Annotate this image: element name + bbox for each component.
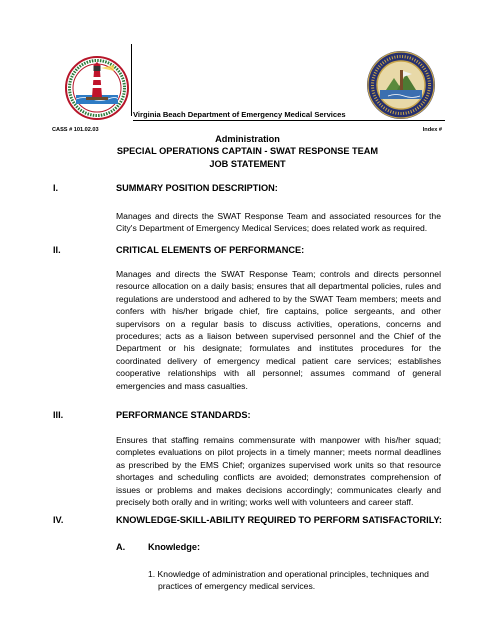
section-1-number: I.: [53, 183, 59, 193]
department-name: Virginia Beach Department of Emergency Medical Services: [133, 110, 346, 119]
section-1-text: Manages and directs the SWAT Response Team and associated resources for the City's Department of Emergency Medical Services; does related work as required.: [116, 211, 441, 234]
section-2-number: II.: [53, 245, 61, 255]
section-2-text: Manages and directs the SWAT Response Team; controls and directs personnel resource allocation on a daily basis; ensures that all departmental policies, rules and regulations are understood and adhered to by the SWAT Team members; meets and confers with his/her brigade chief, fire captains, police sergeants, and other supervisors on a regular basis to discuss activities, operations, concerns and procedures; acts as a liaison between supervised personnel and the Chief of the Department or his designate; formulates and institutes procedures for the coordinated delivery of emergency medical patient care services; establishes cooperative relationships with all personnel; assumes command of general emergencies and mass casualties.: [116, 269, 441, 391]
lighthouse-seal-logo: [64, 55, 130, 121]
section-3-heading: PERFORMANCE STANDARDS:: [116, 410, 251, 420]
section-1-heading: SUMMARY POSITION DESCRIPTION:: [116, 183, 278, 193]
knowledge-item-1: 1. Knowledge of administration and operational principles, techniques and practices of emergency medical services.: [148, 569, 429, 592]
cass-number: CASS # 101.02.03: [52, 127, 99, 133]
section-4-heading: KNOWLEDGE-SKILL-ABILITY REQUIRED TO PERFORM SATISFACTORILY:: [116, 515, 442, 525]
title-line-2: SPECIAL OPERATIONS CAPTAIN - SWAT RESPONSE TEAM: [116, 146, 379, 157]
title-line-1: Administration: [215, 134, 280, 144]
title-line-3: JOB STATEMENT: [209, 158, 286, 169]
header-vertical-rule: [131, 44, 132, 116]
section-4-sub-letter: A.: [116, 542, 126, 552]
header-horizontal-rule: [133, 120, 445, 121]
index-number: Index #: [422, 127, 442, 133]
section-3-text: Ensures that staffing remains commensurate with manpower with his/her squad; completes evaluations on pilot projects in a timely manner; meets normal deadlines as prescribed by the EMS Chief; organizes supervised work units so that resource shortages and scheduling conflicts are avoided; demonstrates comprehension of issues or problems and makes decisions accordingly; communicates clearly and precisely both orally and in writing; works well with volunteers and career staff.: [116, 435, 441, 508]
section-3-number: III.: [53, 410, 64, 420]
document-title: [0, 133, 495, 170]
section-2-heading: CRITICAL ELEMENTS OF PERFORMANCE:: [116, 245, 305, 255]
section-4-number: IV.: [53, 515, 64, 525]
section-4-sub-heading: Knowledge:: [148, 542, 201, 552]
